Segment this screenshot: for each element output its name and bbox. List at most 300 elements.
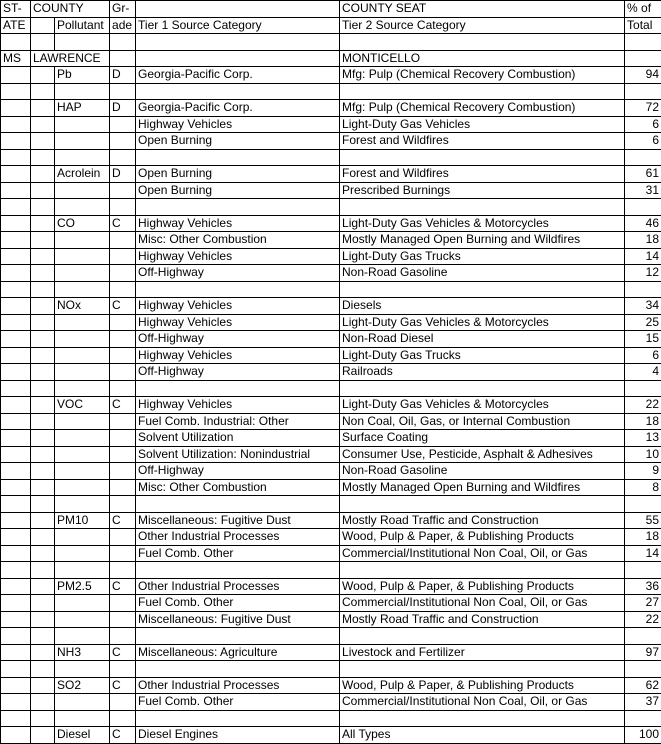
pct-cell: 14 — [625, 545, 661, 562]
tier2-cell: Light-Duty Gas Vehicles — [340, 116, 625, 133]
pct-cell: 22 — [625, 611, 661, 628]
grade-cell: C — [110, 644, 136, 661]
pct-cell: 72 — [625, 100, 661, 117]
pollutant-cell: NH3 — [55, 644, 110, 661]
state-cell — [1, 463, 31, 480]
pct-cell: 36 — [625, 578, 661, 595]
grade-cell — [110, 133, 136, 150]
state-cell — [1, 380, 31, 397]
county-cell — [31, 265, 55, 282]
pollutant-cell — [55, 496, 110, 513]
tier1-cell: Miscellaneous: Agriculture — [136, 644, 340, 661]
tier1-cell — [136, 661, 340, 678]
grade-cell — [110, 562, 136, 579]
pollutant-cell: Pb — [55, 67, 110, 84]
pollutant-cell — [55, 430, 110, 447]
pollutant-cell — [55, 463, 110, 480]
grade-cell: C — [110, 512, 136, 529]
pollutant-cell — [55, 182, 110, 199]
grade-cell: C — [110, 215, 136, 232]
tier1-cell: Open Burning — [136, 166, 340, 183]
table-row — [1, 545, 661, 562]
blank-row — [1, 661, 661, 678]
pollutant-cell — [55, 710, 110, 727]
county-cell — [31, 496, 55, 513]
table-row — [1, 578, 661, 595]
blank-row — [1, 710, 661, 727]
pollutant-cell — [55, 545, 110, 562]
location-row — [1, 50, 661, 67]
state-cell — [1, 248, 31, 265]
tier1-cell — [136, 281, 340, 298]
grade-cell: C — [110, 727, 136, 744]
county-cell — [31, 397, 55, 414]
tier1-cell: Highway Vehicles — [136, 116, 340, 133]
tier1-cell: Highway Vehicles — [136, 215, 340, 232]
state-cell — [1, 364, 31, 381]
state-cell — [1, 595, 31, 612]
table-row — [1, 595, 661, 612]
tier2-cell — [340, 661, 625, 678]
grade-cell: D — [110, 100, 136, 117]
tier2-cell: Railroads — [340, 364, 625, 381]
pollutant-cell — [55, 611, 110, 628]
tier1-cell: Off-Highway — [136, 265, 340, 282]
state-cell — [1, 298, 31, 315]
tier2-cell — [340, 149, 625, 166]
blank-row — [1, 149, 661, 166]
state-cell — [1, 529, 31, 546]
grade-cell — [110, 265, 136, 282]
pct-cell: 97 — [625, 644, 661, 661]
grade-cell — [110, 446, 136, 463]
table-row — [1, 529, 661, 546]
tier1-cell: Solvent Utilization — [136, 430, 340, 447]
pollutant-cell — [55, 149, 110, 166]
pct-cell — [625, 562, 661, 579]
tier1-cell — [136, 83, 340, 100]
county-cell — [31, 100, 55, 117]
tier2-cell — [340, 562, 625, 579]
tier1-cell: Off-Highway — [136, 364, 340, 381]
pct-cell: 6 — [625, 347, 661, 364]
pollutant-cell: SO2 — [55, 677, 110, 694]
table-row — [1, 463, 661, 480]
county-cell — [31, 133, 55, 150]
table-row — [1, 314, 661, 331]
county-cell — [31, 430, 55, 447]
tier1-cell: Fuel Comb. Other — [136, 694, 340, 711]
table-row — [1, 133, 661, 150]
table-row — [1, 298, 661, 315]
county-cell — [31, 298, 55, 315]
tier1-cell: Open Burning — [136, 182, 340, 199]
grade-cell: C — [110, 298, 136, 315]
pct-cell — [625, 199, 661, 216]
county-cell — [31, 67, 55, 84]
pollutant-cell: HAP — [55, 100, 110, 117]
spacer-row — [1, 34, 661, 51]
pct-cell — [625, 710, 661, 727]
pollutant-cell — [55, 331, 110, 348]
tier1-cell: Highway Vehicles — [136, 347, 340, 364]
county-cell — [31, 281, 55, 298]
state-cell — [1, 661, 31, 678]
county-cell — [31, 529, 55, 546]
header-pct-top: % of — [625, 1, 661, 18]
table-row — [1, 67, 661, 84]
pct-cell: 6 — [625, 116, 661, 133]
tier2-cell — [340, 380, 625, 397]
tier2-cell — [340, 710, 625, 727]
state-cell — [1, 479, 31, 496]
tier2-cell — [340, 281, 625, 298]
county-cell — [31, 199, 55, 216]
tier2-cell: Light-Duty Gas Vehicles & Motorcycles — [340, 397, 625, 414]
tier2-cell — [340, 496, 625, 513]
grade-cell: D — [110, 166, 136, 183]
state-cell — [1, 199, 31, 216]
tier2-cell: Non Coal, Oil, Gas, or Internal Combustion — [340, 413, 625, 430]
grade-cell — [110, 710, 136, 727]
pollutant-cell — [55, 694, 110, 711]
tier2-cell: Mostly Road Traffic and Construction — [340, 512, 625, 529]
tier2-cell: Diesels — [340, 298, 625, 315]
tier2-cell: Consumer Use, Pesticide, Asphalt & Adhesives — [340, 446, 625, 463]
pollutant-cell — [55, 380, 110, 397]
table-row — [1, 644, 661, 661]
grade-cell — [110, 281, 136, 298]
pct-cell: 62 — [625, 677, 661, 694]
header-row-2 — [1, 17, 661, 34]
tier1-cell: Georgia-Pacific Corp. — [136, 67, 340, 84]
tier2-cell: Mostly Managed Open Burning and Wildfires — [340, 232, 625, 249]
state-cell — [1, 347, 31, 364]
pollutant-cell — [55, 133, 110, 150]
tier1-cell — [136, 628, 340, 645]
county-cell — [31, 149, 55, 166]
state-cell — [1, 182, 31, 199]
pct-cell — [625, 628, 661, 645]
grade-cell — [110, 611, 136, 628]
tier1-cell: Solvent Utilization: Nonindustrial — [136, 446, 340, 463]
table-row — [1, 727, 661, 744]
county-cell — [31, 545, 55, 562]
grade-cell — [110, 496, 136, 513]
tier2-cell: Mostly Road Traffic and Construction — [340, 611, 625, 628]
grade-cell — [110, 199, 136, 216]
grade-cell — [110, 628, 136, 645]
county-cell — [31, 413, 55, 430]
header-grade-top: Gr- — [110, 1, 136, 18]
state-cell — [1, 397, 31, 414]
tier1-cell: Highway Vehicles — [136, 298, 340, 315]
pollutant-cell: PM2.5 — [55, 578, 110, 595]
pct-cell: 13 — [625, 430, 661, 447]
header-county-seat: COUNTY SEAT — [340, 1, 625, 18]
state-cell — [1, 116, 31, 133]
tier1-cell: Misc: Other Combustion — [136, 479, 340, 496]
table-row — [1, 265, 661, 282]
pct-cell — [625, 149, 661, 166]
grade-cell — [110, 364, 136, 381]
pollutant-cell — [55, 199, 110, 216]
table-row — [1, 182, 661, 199]
county-cell — [31, 331, 55, 348]
tier2-cell: Mfg: Pulp (Chemical Recovery Combustion) — [340, 67, 625, 84]
pct-cell: 25 — [625, 314, 661, 331]
tier1-cell: Open Burning — [136, 133, 340, 150]
blank-row — [1, 628, 661, 645]
tier2-cell: Commercial/Institutional Non Coal, Oil, or Gas — [340, 595, 625, 612]
tier1-cell: Misc: Other Combustion — [136, 232, 340, 249]
table-row — [1, 397, 661, 414]
tier2-cell: Light-Duty Gas Trucks — [340, 347, 625, 364]
grade-cell — [110, 347, 136, 364]
tier2-cell: Light-Duty Gas Trucks — [340, 248, 625, 265]
table-row — [1, 430, 661, 447]
tier1-cell: Fuel Comb. Industrial: Other — [136, 413, 340, 430]
table-row — [1, 347, 661, 364]
tier2-cell: Prescribed Burnings — [340, 182, 625, 199]
pollutant-cell — [55, 347, 110, 364]
pct-cell: 100 — [625, 727, 661, 744]
grade-cell: C — [110, 578, 136, 595]
grade-cell — [110, 380, 136, 397]
pollutant-cell: VOC — [55, 397, 110, 414]
table-row — [1, 413, 661, 430]
table-row — [1, 100, 661, 117]
grade-cell — [110, 694, 136, 711]
pct-cell: 55 — [625, 512, 661, 529]
county-cell — [31, 463, 55, 480]
blank-row — [1, 496, 661, 513]
blank-row — [1, 380, 661, 397]
county-cell — [31, 182, 55, 199]
header-row-1 — [1, 1, 661, 18]
pct-cell: 8 — [625, 479, 661, 496]
tier1-cell: Miscellaneous: Fugitive Dust — [136, 611, 340, 628]
table-row — [1, 116, 661, 133]
grade-cell — [110, 116, 136, 133]
table-row — [1, 364, 661, 381]
table-row — [1, 694, 661, 711]
county-cell — [31, 232, 55, 249]
tier2-cell: Commercial/Institutional Non Coal, Oil, or Gas — [340, 694, 625, 711]
tier1-cell: Other Industrial Processes — [136, 677, 340, 694]
tier2-cell — [340, 628, 625, 645]
pct-cell — [625, 661, 661, 678]
location-county-seat: MONTICELLO — [340, 50, 625, 67]
state-cell — [1, 710, 31, 727]
county-cell — [31, 347, 55, 364]
pollutant-cell — [55, 529, 110, 546]
state-cell — [1, 446, 31, 463]
table-row — [1, 248, 661, 265]
pollutant-cell — [55, 248, 110, 265]
tier1-cell: Fuel Comb. Other — [136, 595, 340, 612]
grade-cell: C — [110, 397, 136, 414]
tier2-cell: Livestock and Fertilizer — [340, 644, 625, 661]
pollutant-cell — [55, 314, 110, 331]
state-cell — [1, 331, 31, 348]
grade-cell — [110, 149, 136, 166]
state-cell — [1, 215, 31, 232]
grade-cell — [110, 83, 136, 100]
pollutant-cell: Acrolein — [55, 166, 110, 183]
county-cell — [31, 661, 55, 678]
pct-cell: 37 — [625, 694, 661, 711]
county-cell — [31, 479, 55, 496]
tier1-cell: Other Industrial Processes — [136, 529, 340, 546]
blank-row — [1, 562, 661, 579]
pct-cell: 31 — [625, 182, 661, 199]
state-cell — [1, 496, 31, 513]
header-state-bottom: ATE — [1, 17, 31, 34]
pct-cell — [625, 380, 661, 397]
grade-cell — [110, 463, 136, 480]
tier1-cell: Off-Highway — [136, 463, 340, 480]
tier2-cell: Surface Coating — [340, 430, 625, 447]
pct-cell: 34 — [625, 298, 661, 315]
county-cell — [31, 710, 55, 727]
pct-cell: 6 — [625, 133, 661, 150]
state-cell — [1, 677, 31, 694]
pct-cell: 61 — [625, 166, 661, 183]
header-pct-bottom: Total — [625, 17, 661, 34]
table-row — [1, 331, 661, 348]
tier2-cell: All Types — [340, 727, 625, 744]
tier2-cell — [340, 199, 625, 216]
county-cell — [31, 644, 55, 661]
tier1-cell — [136, 149, 340, 166]
pollutant-cell — [55, 281, 110, 298]
tier1-cell: Miscellaneous: Fugitive Dust — [136, 512, 340, 529]
grade-cell: D — [110, 67, 136, 84]
state-cell — [1, 512, 31, 529]
table-row — [1, 677, 661, 694]
header-tier1: Tier 1 Source Category — [136, 17, 340, 34]
tier1-cell: Highway Vehicles — [136, 314, 340, 331]
tier1-cell — [136, 199, 340, 216]
tier1-cell: Georgia-Pacific Corp. — [136, 100, 340, 117]
pollutant-cell — [55, 116, 110, 133]
state-cell — [1, 578, 31, 595]
state-cell — [1, 413, 31, 430]
table-body — [1, 1, 661, 744]
state-cell — [1, 281, 31, 298]
tier2-cell: Wood, Pulp & Paper, & Publishing Products — [340, 529, 625, 546]
state-cell — [1, 644, 31, 661]
county-cell — [31, 677, 55, 694]
grade-cell — [110, 232, 136, 249]
grade-cell — [110, 182, 136, 199]
grade-cell — [110, 545, 136, 562]
county-cell — [31, 215, 55, 232]
tier1-cell — [136, 380, 340, 397]
table-row — [1, 215, 661, 232]
pollutant-cell: CO — [55, 215, 110, 232]
location-state: MS — [1, 50, 31, 67]
location-county: LAWRENCE — [31, 50, 110, 67]
pollutant-cell — [55, 595, 110, 612]
table-row — [1, 479, 661, 496]
pct-cell: 27 — [625, 595, 661, 612]
pct-cell: 14 — [625, 248, 661, 265]
grade-cell — [110, 314, 136, 331]
county-cell — [31, 446, 55, 463]
tier2-cell: Mostly Managed Open Burning and Wildfires — [340, 479, 625, 496]
pollutant-cell — [55, 413, 110, 430]
tier1-cell: Highway Vehicles — [136, 397, 340, 414]
pct-cell: 94 — [625, 67, 661, 84]
tier1-cell: Highway Vehicles — [136, 248, 340, 265]
pct-cell: 22 — [625, 397, 661, 414]
state-cell — [1, 149, 31, 166]
table-row — [1, 446, 661, 463]
tier1-cell — [136, 710, 340, 727]
grade-cell — [110, 595, 136, 612]
state-cell — [1, 133, 31, 150]
state-cell — [1, 83, 31, 100]
county-cell — [31, 364, 55, 381]
pct-cell — [625, 83, 661, 100]
tier2-cell: Light-Duty Gas Vehicles & Motorcycles — [340, 215, 625, 232]
state-cell — [1, 265, 31, 282]
tier1-cell: Diesel Engines — [136, 727, 340, 744]
county-cell — [31, 562, 55, 579]
tier1-cell — [136, 496, 340, 513]
county-cell — [31, 595, 55, 612]
tier2-cell — [340, 83, 625, 100]
tier1-cell — [136, 562, 340, 579]
pollutant-cell — [55, 661, 110, 678]
state-cell — [1, 314, 31, 331]
pct-cell: 18 — [625, 529, 661, 546]
pct-cell: 9 — [625, 463, 661, 480]
tier2-cell: Forest and Wildfires — [340, 166, 625, 183]
header-empty — [31, 17, 55, 34]
grade-cell — [110, 248, 136, 265]
county-cell — [31, 380, 55, 397]
pollutant-cell: Diesel — [55, 727, 110, 744]
county-cell — [31, 512, 55, 529]
blank-row — [1, 83, 661, 100]
county-cell — [31, 314, 55, 331]
tier1-cell: Off-Highway — [136, 331, 340, 348]
pollutant-cell — [55, 446, 110, 463]
state-cell — [1, 611, 31, 628]
grade-cell: C — [110, 677, 136, 694]
pollutant-cell — [55, 265, 110, 282]
tier2-cell: Wood, Pulp & Paper, & Publishing Products — [340, 578, 625, 595]
tier2-cell: Non-Road Diesel — [340, 331, 625, 348]
pollutant-cell — [55, 232, 110, 249]
county-cell — [31, 166, 55, 183]
blank-row — [1, 281, 661, 298]
county-cell — [31, 628, 55, 645]
state-cell — [1, 628, 31, 645]
pct-cell: 18 — [625, 413, 661, 430]
state-cell — [1, 67, 31, 84]
grade-cell — [110, 529, 136, 546]
county-cell — [31, 83, 55, 100]
grade-cell — [110, 661, 136, 678]
state-cell — [1, 545, 31, 562]
county-cell — [31, 116, 55, 133]
pct-cell: 18 — [625, 232, 661, 249]
state-cell — [1, 166, 31, 183]
